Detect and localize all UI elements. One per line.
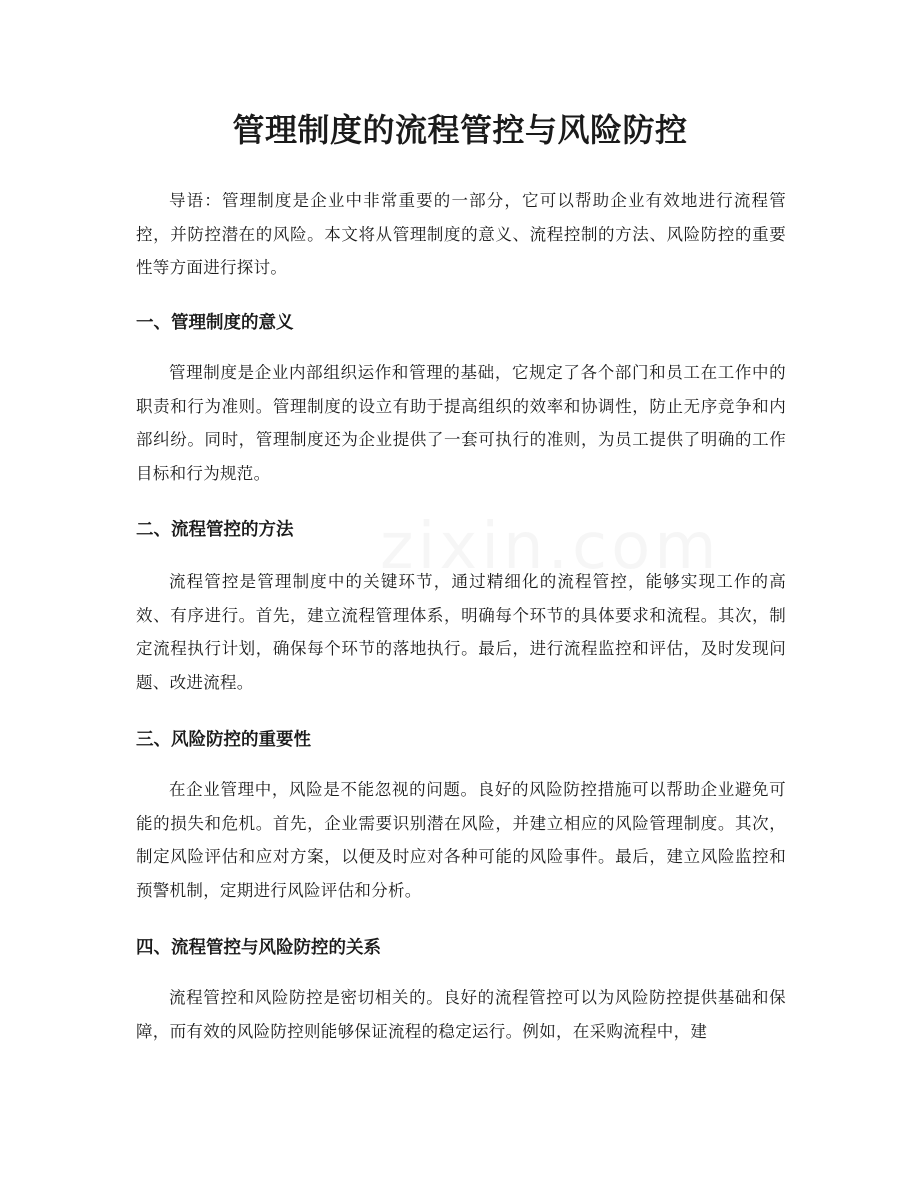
- section-heading-2: 二、流程管控的方法: [136, 520, 294, 540]
- section-heading-3: 三、风险防控的重要性: [136, 730, 311, 750]
- section-body-4: 流程管控和风险防控是密切相关的。良好的流程管控可以为风险防控提供基础和保障，而有效的风险防控则能够保证流程的稳定运行。例如，在采购流程中，建: [136, 988, 786, 1041]
- section-body-2: 流程管控是管理制度中的关键环节，通过精细化的流程管控，能够实现工作的高效、有序进行。首先，建立流程管理体系，明确每个环节的具体要求和流程。其次，制定流程执行计划，确保每个环节的落地执行。最后，进行流程监控和评估，及时发现问题、改进流程。: [136, 572, 786, 692]
- section-heading-4: 四、流程管控与风险防控的关系: [136, 938, 381, 958]
- section-body-3: 在企业管理中，风险是不能忽视的问题。良好的风险防控措施可以帮助企业避免可能的损失和危机。首先，企业需要识别潜在风险，并建立相应的风险管理制度。其次，制定风险评估和应对方案，以便及时应对各种可能的风险事件。最后，建立风险监控和预警机制，定期进行风险评估和分析。: [136, 780, 786, 900]
- section-body-1: 管理制度是企业内部组织运作和管理的基础，它规定了各个部门和员工在工作中的职责和行为准则。管理制度的设立有助于提高组织的效率和协调性，防止无序竞争和内部纠纷。同时，管理制度还为企业提供了一套可执行的准则，为员工提供了明确的工作目标和行为规范。: [136, 363, 786, 483]
- intro-paragraph: 导语：管理制度是企业中非常重要的一部分，它可以帮助企业有效地进行流程管控，并防控潜在的风险。本文将从管理制度的意义、流程控制的方法、风险防控的重要性等方面进行探讨。: [136, 191, 786, 277]
- document-title: 管理制度的流程管控与风险防控: [232, 111, 688, 149]
- section-heading-1: 一、管理制度的意义: [136, 313, 294, 333]
